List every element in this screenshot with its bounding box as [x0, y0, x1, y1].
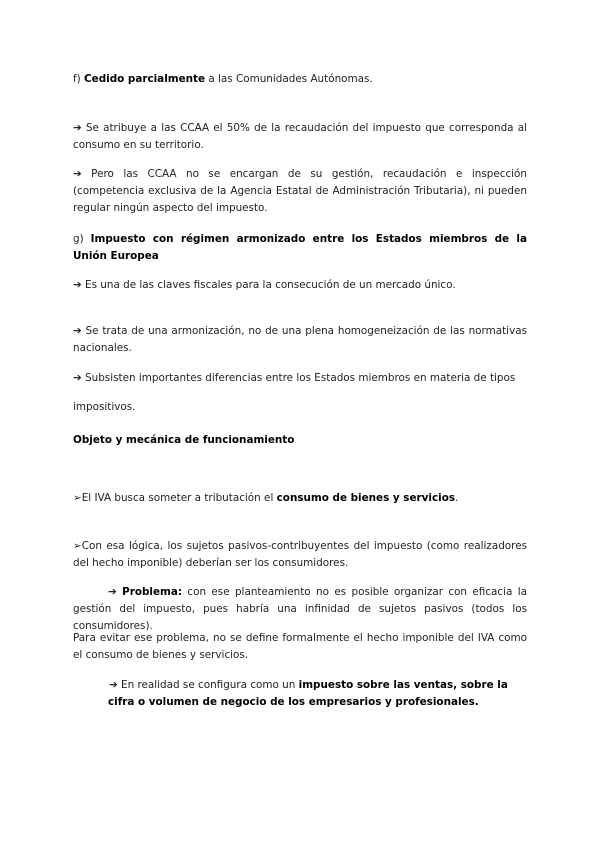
realidad-bold: impuesto sobre las ventas, sobre la cifra o volumen de negocio de los empresarios y profesionales. — [108, 679, 508, 708]
section-f-point-1: ➔ Se atribuye a las CCAA el 50% de la recaudación del impuesto que corresponda al consumo en su territorio. — [73, 122, 527, 151]
problema-text: con ese planteamiento no es posible organizar con eficacia la gestión del impuesto, pues habría una infinidad de sujetos pasivos (todos los consumidores). — [73, 586, 527, 632]
section-f-point-2: ➔ Pero las CCAA no se encargan de su gestión, recaudación e inspección (competencia exclusiva de la Agencia Estatal de Administración Tributaria), ni pueden regular ningún aspecto del impuesto. — [73, 168, 527, 214]
objeto-paragraph-1 — [73, 490, 527, 507]
section-g-title — [73, 231, 527, 265]
section-f-title — [73, 71, 527, 88]
section-f-bold: Cedido parcialmente — [84, 73, 206, 85]
section-g-point-3-cont: impositivos. — [73, 401, 136, 413]
section-g-bold: Impuesto con régimen armonizado entre los Estados miembros de la Unión Europea — [73, 233, 528, 262]
problema-arrow: ➔ — [108, 586, 123, 598]
objeto-p1-text: ➢El IVA busca someter a tributación el — [73, 492, 277, 504]
problema-paragraph — [73, 584, 527, 635]
section-g-prefix: g) — [73, 233, 91, 245]
objeto-paragraph-3: Para evitar ese problema, no se define formalmente el hecho imponible del IVA como el consumo de bienes y servicios. — [73, 632, 527, 661]
realidad-text: ➔ En realidad se configura como un — [109, 679, 299, 691]
objeto-paragraph-2: ➢Con esa lógica, los sujetos pasivos-contribuyentes del impuesto (como realizadores del hecho imponible) deberían ser los consumidores. — [73, 540, 527, 569]
problema-bold: Problema: — [122, 586, 182, 598]
objeto-p1-bold: consumo de bienes y servicios — [276, 492, 456, 504]
section-g-point-3: ➔ Subsisten importantes diferencias entre los Estados miembros en materia de tipos — [73, 372, 516, 384]
section-g-point-1: ➔ Es una de las claves fiscales para la consecución de un mercado único. — [73, 279, 456, 291]
section-f-rest: a las Comunidades Autónomas. — [205, 73, 373, 85]
objeto-heading: Objeto y mecánica de funcionamiento — [73, 434, 295, 446]
section-f-prefix: f) — [73, 73, 85, 85]
realidad-paragraph — [108, 677, 528, 711]
objeto-p1-end: . — [455, 492, 459, 504]
section-g-point-2: ➔ Se trata de una armonización, no de una plena homogeneización de las normativas nacionales. — [73, 325, 527, 354]
